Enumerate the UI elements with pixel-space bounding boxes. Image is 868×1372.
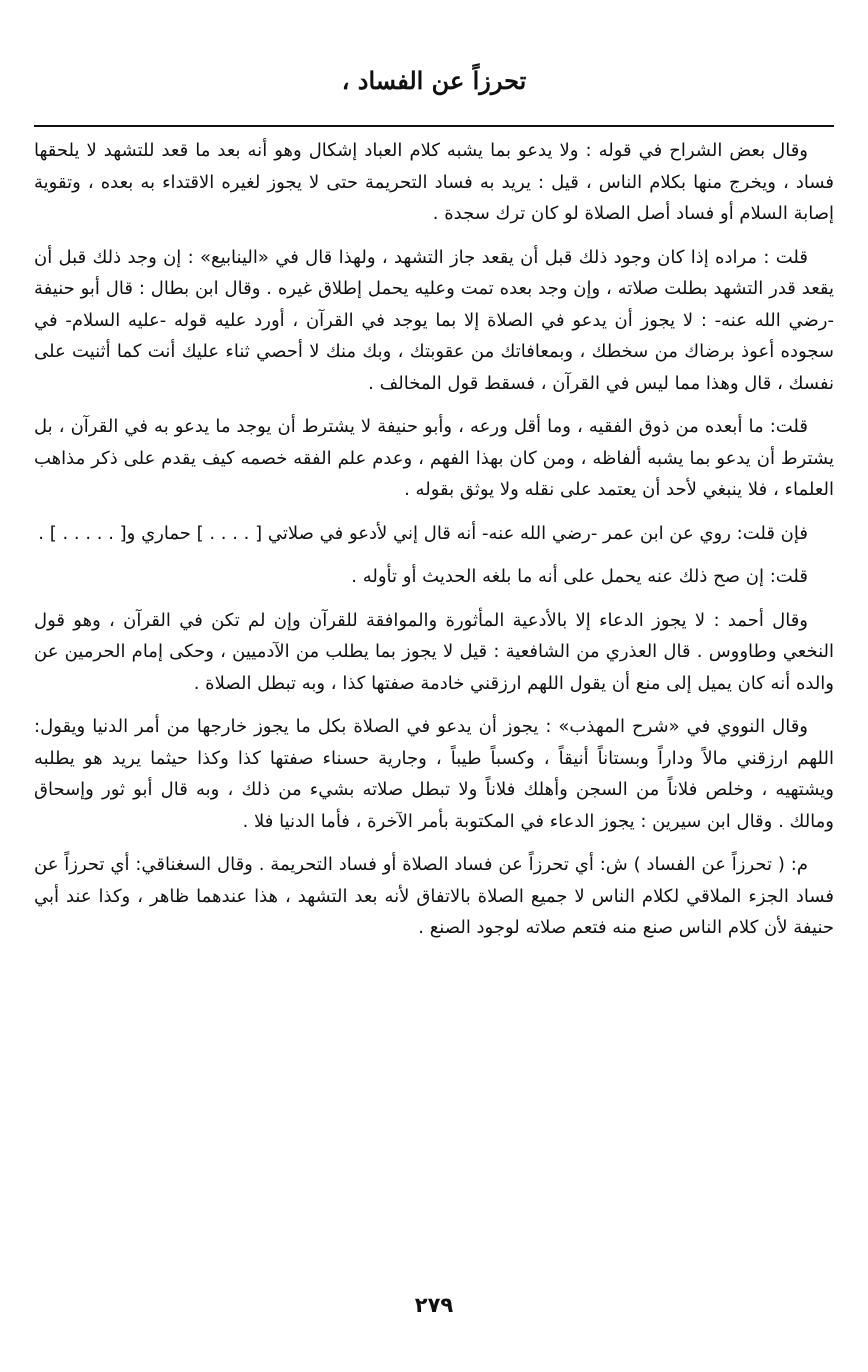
paragraph-2: قلت : مراده إذا كان وجود ذلك قبل أن يقعد جاز التشهد ، ولهذا قال في «الينابيع» : إن وجد ذلك قبل أن يقعد قدر التشهد بطلت صلاته ، وإن وجد بعده تمت وعليه يحمل إطلاق غيره . وقال ابن بطال : قال أبو حنيفة -رضي الله عنه- : لا يجوز أن يدعو في الصلاة إلا بما يوجد في القرآن ، أورد عليه قوله -عليه السلام- في سجوده أعوذ برضاك من سخطك ، وبمعافاتك من عقوبتك ، وبك منك لا أحصي ثناء عليك أنت كما أثنيت على نفسك ، قال وهذا مما ليس في القرآن ، فسقط قول المخالف . bbox=[34, 246, 834, 394]
paragraph-3: قلت: ما أبعده من ذوق الفقيه ، وما أقل ورعه ، وأبو حنيفة لا يشترط أن يوجد ما يدعو به في القرآن ، بل يشترط أن يدعو بما يشبه ألفاظه ، ومن كان بهذا الفهم ، وعدم علم الفقه خصمه كيف يقدم على ذكر مذاهب العلماء ، فلا ينبغي لأحد أن يعتمد على نقله ولا يوثق بقوله . bbox=[34, 416, 834, 500]
page-number: ٢٧٩ bbox=[414, 1293, 454, 1317]
paragraph-6: وقال أحمد : لا يجوز الدعاء إلا بالأدعية المأثورة والموافقة للقرآن وإن لم تكن في القرآن ، وهو قول النخعي وطاووس . قال العذري من الشافعية : قيل لا يجوز بما يطلب من الآدميين ، وحكى إمام الحرمين عن والده أنه كان يميل إلى منع أن يقول اللهم ارزقني خادمة صفتها كذا ، وبه تبطل الصلاة . bbox=[34, 609, 834, 694]
paragraph-7: وقال النووي في «شرح المهذب» : يجوز أن يدعو في الصلاة بكل ما يجوز خارجها من أمر الدنيا ويقول: اللهم ارزقني مالاً وداراً وبستاناً أنيقاً ، وكسباً طيباً ، وجارية حسناء صفتها كذا وكذا حيثما يريد هو يطلبه ويشتهيه ، وخلص فلاناً من السجن وأهلك فلاناً ولا تبطل صلاته بشيء من ذلك ، وبه قال أبو ثور وإسحاق ومالك . وقال ابن سيرين : يجوز الدعاء في المكتوبة بأمر الآخرة ، فأما الدنيا فلا . bbox=[34, 716, 834, 832]
header-rule bbox=[34, 125, 834, 127]
paragraph-1: وقال بعض الشراح في قوله : ولا يدعو بما يشبه كلام العباد إشكال وهو أنه بعد ما قعد للتشهد لا يلحقها فساد ، ويخرج منها بكلام الناس ، قيل : يريد به فساد التحريمة حتى لا يجوز لغيره الاقتداء به بعده ، وتقوية إصابة السلام أو فساد أصل الصلاة لو كان ترك سجدة . bbox=[34, 140, 834, 224]
running-header: تحرزاً عن الفساد ، bbox=[341, 66, 527, 95]
paragraph-8: م: ( تحرزاً عن الفساد ) ش: أي تحرزاً عن فساد الصلاة أو فساد التحريمة . وقال السغناقي: أي تحرزاً عن فساد الجزء الملاقي لكلام الناس لا جميع الصلاة بالاتفاق لأنه بعد التشهد ، هذا عندهما ظاهر ، وكذا عند أبي حنيفة لأن كلام الناس صنع منه فتعم صلاته لوجود الصنع . bbox=[34, 854, 834, 938]
page-body bbox=[34, 135, 834, 956]
paragraph-4: فإن قلت: روي عن ابن عمر -رضي الله عنه- أنه قال إني لأدعو في صلاتي [ . . . . ] حماري و[ . . . . . ] . bbox=[38, 522, 808, 544]
paragraph-5: قلت: إن صح ذلك عنه يحمل على أنه ما بلغه الحديث أو تأوله . bbox=[351, 566, 808, 587]
